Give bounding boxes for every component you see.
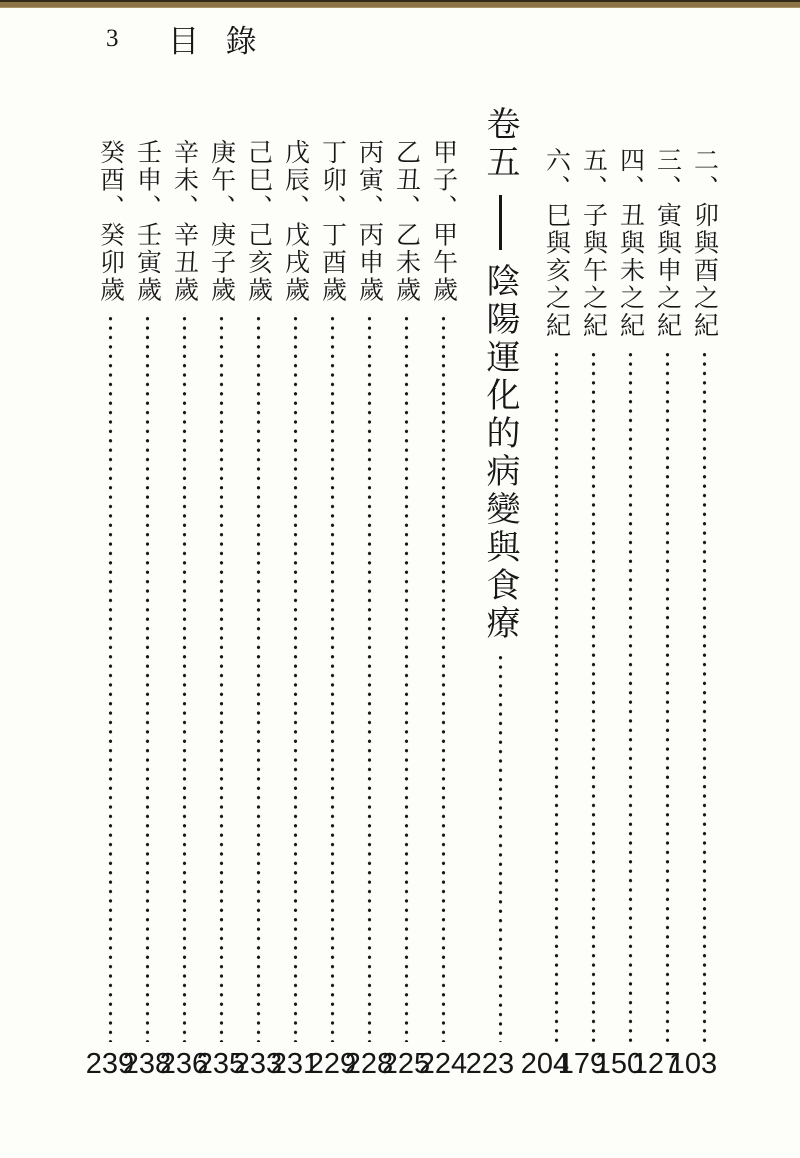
toc-leader-dots — [702, 350, 707, 1043]
toc-leader-dots — [665, 350, 670, 1043]
toc-leader-dots — [219, 314, 224, 1042]
toc-section-entry — [650, 147, 684, 1042]
toc-year-entry-label: 丁卯、丁酉歲 — [318, 139, 347, 304]
toc-leader-dots — [404, 314, 409, 1042]
toc-year-entry-label: 戊辰、戊戌歲 — [281, 139, 310, 304]
toc-section-entry — [576, 147, 610, 1042]
top-border-bar — [0, 0, 800, 8]
toc-year-entry — [315, 139, 349, 1042]
toc-leader-dots — [441, 314, 446, 1042]
page-title: 目 錄 — [168, 24, 259, 59]
toc-leader-dots — [145, 314, 150, 1042]
toc-year-entry-page-ref: 229 — [307, 1048, 357, 1080]
toc-leader-dots — [554, 350, 559, 1043]
toc-year-entry-page-ref: 238 — [122, 1048, 172, 1080]
toc-leader-dots — [330, 314, 335, 1042]
toc-chapter-entry-page-ref: 223 — [465, 1048, 515, 1080]
toc-leader-dots — [628, 350, 633, 1043]
toc-year-entry-page-ref: 239 — [85, 1048, 135, 1080]
toc-section-entry-page-ref: 179 — [557, 1048, 607, 1080]
toc-section-entry-page-ref: 150 — [594, 1048, 644, 1080]
toc-section-entry-label: 三、寅與申之紀 — [653, 147, 682, 340]
toc-chapter-entry-label: 卷五陰陽運化的病變與食療 — [481, 106, 519, 643]
toc-year-entry — [278, 139, 312, 1042]
toc-leader-dots — [108, 314, 113, 1042]
toc-year-entry-page-ref: 235 — [196, 1048, 246, 1080]
toc-year-entry-page-ref: 228 — [344, 1048, 394, 1080]
toc-leader-dots — [293, 314, 298, 1042]
toc-section-entry-label: 五、子與午之紀 — [579, 147, 608, 340]
toc-year-entry — [167, 139, 201, 1042]
toc-year-entry-page-ref: 236 — [159, 1048, 209, 1080]
toc-section-entry-label: 四、丑與未之紀 — [616, 147, 645, 340]
toc-year-entry-page-ref: 224 — [418, 1048, 468, 1080]
page-number: 3 — [106, 25, 119, 52]
toc-year-entry-label: 辛未、辛丑歲 — [170, 139, 199, 304]
toc-leader-dots — [367, 314, 372, 1042]
toc-leader-dots — [182, 314, 187, 1042]
toc-section-entry-page-ref: 127 — [631, 1048, 681, 1080]
toc-year-entry-page-ref: 233 — [233, 1048, 283, 1080]
toc-year-entry-label: 甲子、甲午歲 — [429, 139, 458, 304]
toc-year-entry — [130, 139, 164, 1042]
toc-year-entry-label: 丙寅、丙申歲 — [355, 139, 384, 304]
toc-section-entry — [687, 147, 721, 1042]
toc-section-entry-label: 二、卯與酉之紀 — [690, 147, 719, 340]
toc-year-entry — [389, 139, 423, 1042]
toc-year-entry-page-ref: 231 — [270, 1048, 320, 1080]
toc-section-entry — [539, 147, 573, 1042]
toc-year-entry-label: 己巳、己亥歲 — [244, 139, 273, 304]
toc-section-entry-label: 六、巳與亥之紀 — [542, 147, 571, 340]
toc-year-entry-label: 壬申、壬寅歲 — [133, 139, 162, 304]
toc-year-entry — [426, 139, 460, 1042]
toc-leader-dots — [256, 314, 261, 1042]
toc-section-entry-page-ref: 204 — [520, 1048, 570, 1080]
toc-section-entry — [613, 147, 647, 1042]
toc-year-entry-label: 癸酉、癸卯歲 — [96, 139, 125, 304]
toc-year-entry-label: 庚午、庚子歲 — [207, 139, 236, 304]
toc-leader-dots — [591, 350, 596, 1043]
toc-section-entry-page-ref: 103 — [668, 1048, 718, 1080]
toc-year-entry — [93, 139, 127, 1042]
toc-year-entry-page-ref: 225 — [381, 1048, 431, 1080]
em-dash — [499, 195, 502, 250]
toc-year-entry — [352, 139, 386, 1042]
toc-year-entry — [241, 139, 275, 1042]
toc-year-entry — [204, 139, 238, 1042]
toc-year-entry-label: 乙丑、乙未歲 — [392, 139, 421, 304]
toc-chapter-entry — [478, 106, 522, 1042]
toc-leader-dots — [498, 653, 503, 1042]
